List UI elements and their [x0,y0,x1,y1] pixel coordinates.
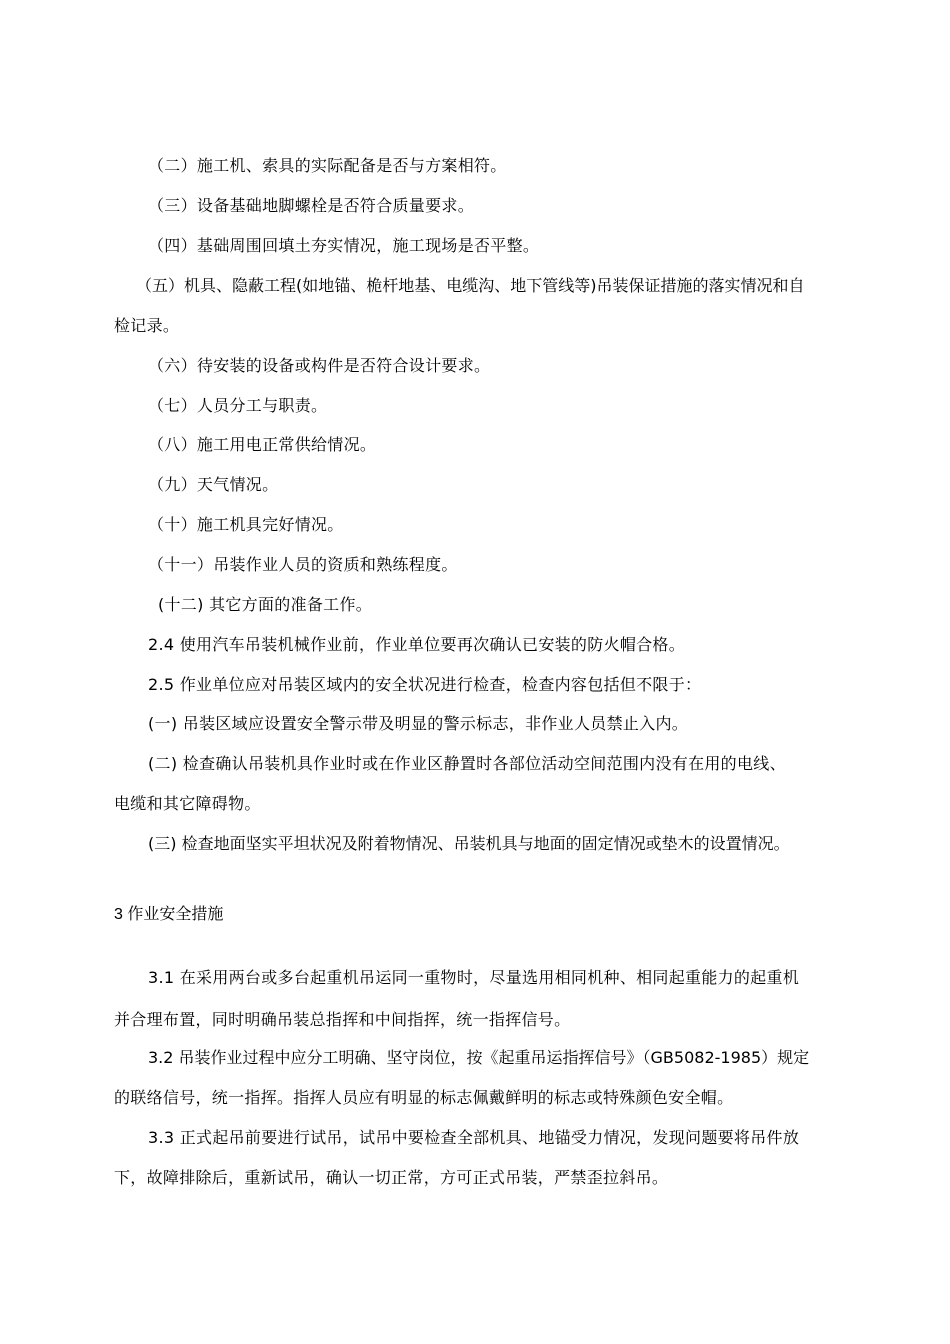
item-line: （七）人员分工与职责。 [148,396,328,415]
item-line: （六）待安装的设备或构件是否符合设计要求。 [148,356,491,375]
item-line: （五）机具、隐蔽工程(如地锚、桅杆地基、电缆沟、地下管线等)吊装保证措施的落实情况和自 [136,276,805,295]
section-line: 并合理布置，同时明确吊装总指挥和中间指挥，统一指挥信号。 [114,1010,571,1029]
section-line: 的联络信号，统一指挥。指挥人员应有明显的标志佩戴鲜明的标志或特殊颜色安全帽。 [114,1088,734,1107]
item-line: （九）天气情况。 [148,475,279,494]
item-line: （三）设备基础地脚螺栓是否符合质量要求。 [148,196,475,215]
item-line: (十二) 其它方面的准备工作。 [158,595,373,614]
item-line: （十一）吊装作业人员的资质和熟练程度。 [148,555,458,574]
item-line: 检记录。 [114,316,180,335]
item-line: (三) 检查地面坚实平坦状况及附着物情况、吊装机具与地面的固定情况或垫木的设置情况。 [148,834,790,853]
item-line: （四）基础周围回填土夯实情况，施工现场是否平整。 [148,236,540,255]
item-line: （八）施工用电正常供给情况。 [148,435,377,454]
item-line: 2.4 使用汽车吊装机械作业前，作业单位要再次确认已安装的防火帽合格。 [148,635,686,654]
item-line: （二）施工机、索具的实际配备是否与方案相符。 [148,156,507,175]
section-title: 3 作业安全措施 [114,906,224,923]
item-line: (一) 吊装区域应设置安全警示带及明显的警示标志，非作业人员禁止入内。 [148,714,689,733]
section-line: 3.3 正式起吊前要进行试吊，试吊中要检查全部机具、地锚受力情况，发现问题要将吊件放 [148,1128,800,1147]
item-line: 电缆和其它障碍物。 [114,794,261,813]
item-line: （十）施工机具完好情况。 [148,515,344,534]
section-line: 下，故障排除后，重新试吊，确认一切正常，方可正式吊装，严禁歪拉斜吊。 [114,1168,669,1187]
section-line: 3.1 在采用两台或多台起重机吊运同一重物时，尽量选用相同机种、相同起重能力的起重机 [148,968,800,987]
item-line: 2.5 作业单位应对吊装区域内的安全状况进行检查，检查内容包括但不限于： [148,675,702,694]
item-line: (二) 检查确认吊装机具作业时或在作业区静置时各部位活动空间范围内没有在用的电线、 [148,754,786,773]
section-line: 3.2 吊装作业过程中应分工明确、坚守岗位，按《起重吊运指挥信号》（GB5082-1985）规定 [148,1048,810,1067]
